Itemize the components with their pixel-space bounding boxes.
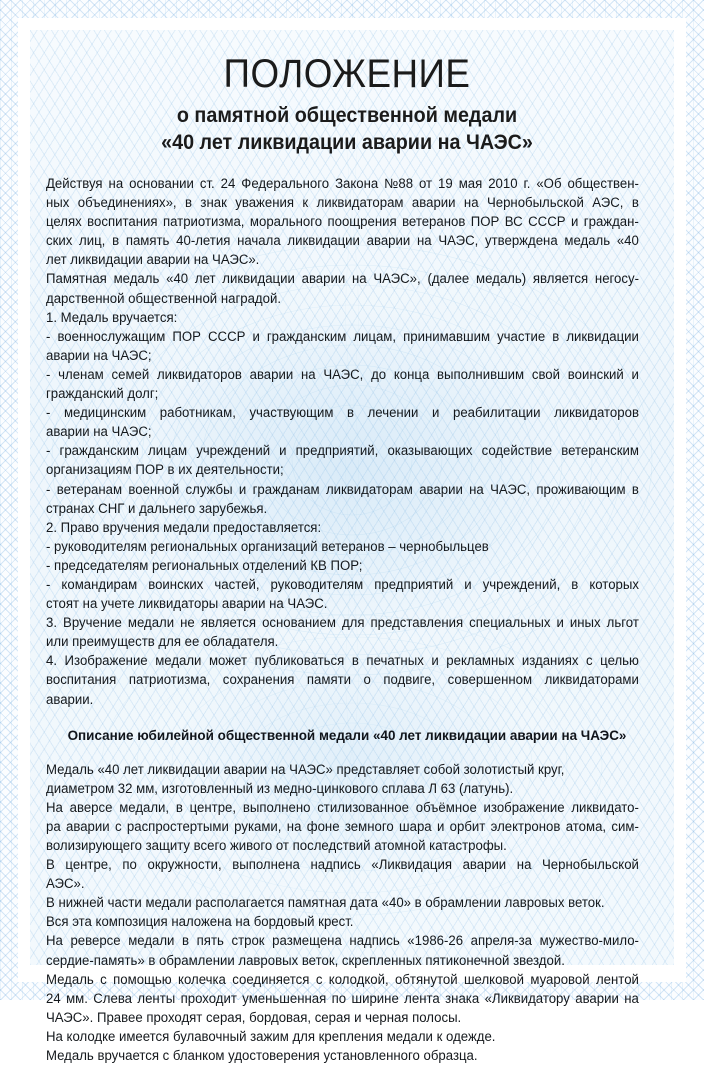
page-title: ПОЛОЖЕНИЕ [223,52,471,96]
text-line: - председателям региональных отделений КВ ПОР; [46,557,363,573]
text-line: Медаль вручается с бланком удостоверения установленного образца. [46,1048,478,1064]
document-content [30,30,674,1064]
document-subtitle-line-2: «40 лет ликвидации аварии на ЧАЭС» [161,131,533,154]
text-line: гражданский долг; [46,386,159,402]
text-line: ских лиц, в память 40-летия начала ликвидации аварии на ЧАЭС, утверждена медаль «40 [46,233,639,249]
text-line: воспитания патриотизма, сохранения памяти о подвиге, совершенном ликвидаторами [46,672,639,688]
text-line: аварии на ЧАЭС; [46,424,152,440]
text-line: 4. Изображение медали может публиковаться в печатных и рекламных изданиях с целью [46,653,639,669]
text-line: диаметром 32 мм, изготовленный из медно-цинкового сплава Л 63 (латунь). [46,780,514,796]
section-heading: Описание юбилейной общественной медали «40 лет ликвидации аварии на ЧАЭС» [67,727,627,743]
document-panel [30,30,674,1064]
text-line: 1. Медаль вручается: [46,309,178,325]
text-line: На аверсе медали, в центре, выполнено стилизованное объёмное изображение ликвидато- [46,799,639,815]
document-subtitle-line-1: о памятной общественной медали [176,104,518,127]
text-line: волизирующего защиту всего живого от последствий атомной катастрофы. [46,838,507,853]
text-line: ЧАЭС». Правее проходят серая, бордовая, серая и черная полосы. [46,1009,462,1025]
text-line: организациям ПОР в их деятельности; [46,462,284,478]
text-line: Вся эта композиция наложена на бордовый крест. [46,914,354,930]
text-line: 24 мм. Слева ленты проходит уменьшенная по ширине лента знака «Ликвидатору аварии на [46,990,639,1006]
text-line: Медаль с помощью колечка соединяется с колодкой, обтянутой шелковой муаровой лентой [46,971,639,987]
text-line: - ветеранам военной службы и гражданам ликвидаторам аварии на ЧАЭС, проживающим в [46,481,639,497]
text-line: - гражданским лицам учреждений и предприятий, оказывающих содействие ветеранским [46,443,639,459]
text-line: ных объединениях», в знак уважения к ликвидаторам аварии на Чернобыльской АЭС, в [46,195,639,211]
text-line: Медаль «40 лет ликвидации аварии на ЧАЭС» представляет собой золотистый круг, [46,761,565,777]
text-line: На реверсе медали в пять строк размещена надпись «1986-26 апреля-за мужество-мило- [46,933,639,949]
text-line: - военнослужащим ПОР СССР и гражданским лицам, принимавшим участие в ликвидации [46,328,639,344]
text-line: 2. Право вручения медали предоставляется: [46,519,322,535]
text-line: - командирам воинских частей, руководителям предприятий и учреждений, в которых [46,576,639,592]
text-line: - медицинским работникам, участвующим в лечении и реабилитации ликвидаторов [46,405,639,421]
text-line: - членам семей ликвидаторов аварии на ЧАЭС, до конца выполнившим свой воинский и [46,366,639,382]
text-line: сердие-память» в обрамлении лавровых веток, скрепленных пятиконечной звездой. [46,952,565,968]
text-line: В центре, по окружности, выполнена надпись «Ликвидация аварии на Чернобыльской [46,857,639,873]
text-line: На колодке имеется булавочный зажим для крепления медали к одежде. [46,1028,496,1044]
text-line: 3. Вручение медали не является основанием для представления специальных и иных льгот [46,615,639,631]
text-line: ра аварии с распростертыми руками, на фоне земного шара и орбит электронов атома, сим- [46,818,639,834]
text-line: дарственной общественной наградой. [46,290,281,306]
text-line: или преимуществ для ее обладателя. [46,634,279,650]
text-line: стоят на учете ликвидаторы аварии на ЧАЭС. [46,596,328,612]
text-line: АЭС». [46,876,85,892]
provisions-list [46,308,639,709]
intro-paragraph [46,174,639,308]
text-line: аварии. [46,691,94,707]
text-line: странах СНГ и дальнего зарубежья. [46,500,268,516]
text-line: - руководителям региональных организаций ветеранов – чернобыльцев [46,538,489,554]
text-line: Действуя на основании ст. 24 Федерального Закона №88 от 19 мая 2010 г. «Об обществен- [46,176,639,191]
medal-description [46,760,639,1065]
text-line: аварии на ЧАЭС; [46,347,152,363]
text-line: Памятная медаль «40 лет ликвидации аварии на ЧАЭС», (далее медаль) является негосу- [46,271,639,287]
text-line: В нижней части медали располагается памятная дата «40» в обрамлении лавровых веток. [46,895,605,911]
text-line: лет ликвидации аварии на ЧАЭС». [46,252,260,268]
text-line: целях воспитания патриотизма, морального поощрения ветеранов ПОР ВС СССР и граждан- [46,214,639,230]
